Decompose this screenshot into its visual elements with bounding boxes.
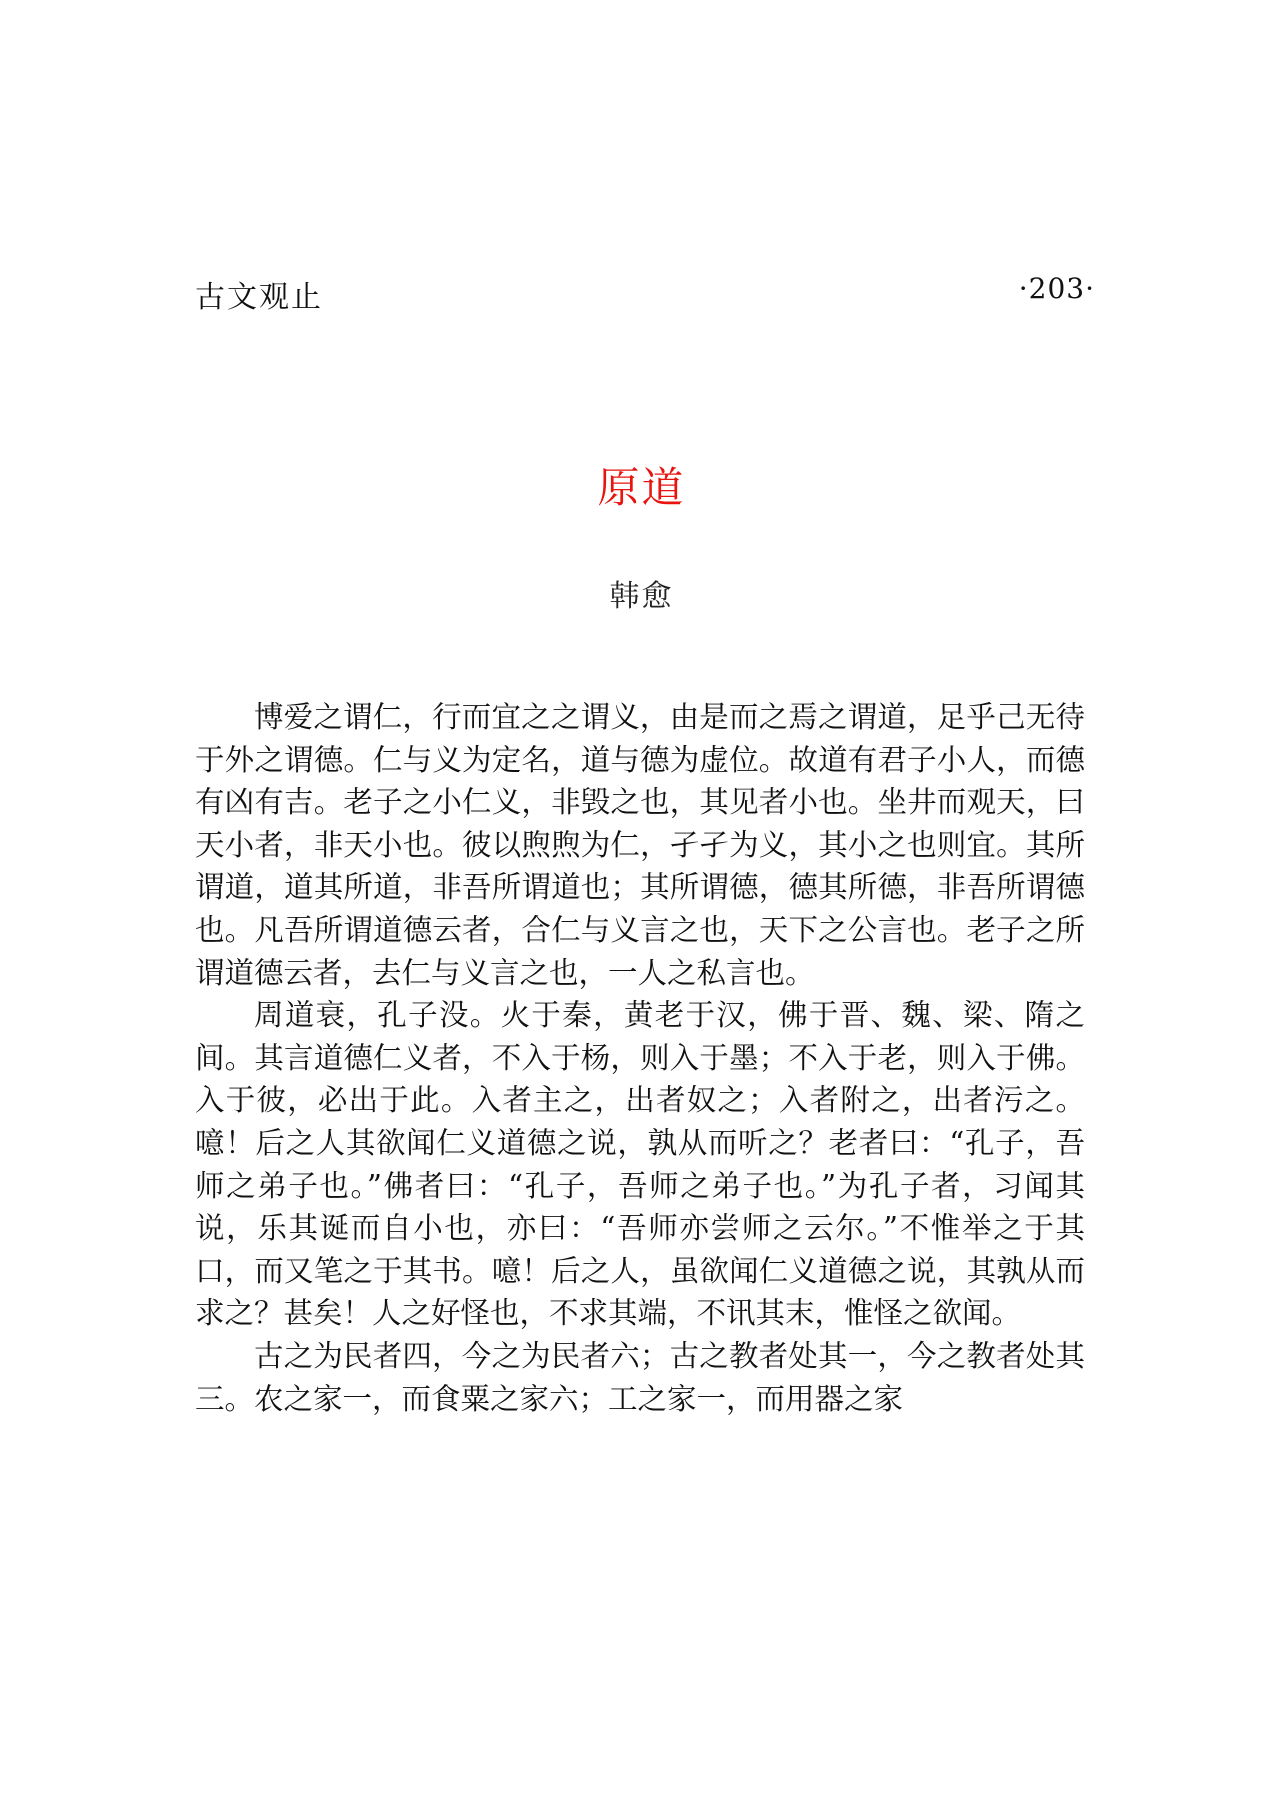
paragraph: 古之为民者四，今之为民者六；古之教者处其一，今之教者处其三。农之家一，而食粟之家六；工之家一，而用器之家 [195,1338,1085,1416]
paragraph: 周道衰，孔子没。火于秦，黄老于汉，佛于晋、魏、梁、隋之间。其言道德仁义者，不入于杨，则入于墨；不入于老，则入于佛。入于彼，必出于此。入者主之，出者奴之；入者附之，出者污之。噫！后之人其欲闻仁义道德之说，孰从而听之？老者曰：“孔子，吾师之弟子也。”佛者曰：“孔子，吾师之弟子也。”为孔子者，习闻其说，乐其诞而自小也，亦曰：“吾师亦尝师之云尔。”不惟举之于其口，而又笔之于其书。噫！后之人，虽欲闻仁义道德之说，其孰从而求之？甚矣！人之好怪也，不求其端，不讯其末，惟怪之欲闻。 [195,998,1085,1331]
page-number: ·203· [1018,272,1095,305]
paragraph: 博爱之谓仁，行而宜之之谓义，由是而之焉之谓道，足乎己无待于外之谓德。仁与义为定名，道与德为虚位。故道有君子小人，而德有凶有吉。老子之小仁义，非毁之也，其见者小也。坐井而观天，曰天小者，非天小也。彼以煦煦为仁，孑孑为义，其小之也则宜。其所谓道，道其所道，非吾所谓道也；其所谓德，德其所德，非吾所谓德也。凡吾所谓道德云者，合仁与义言之也，天下之公言也。老子之所谓道德云者，去仁与义言之也，一人之私言也。 [195,700,1085,990]
author-name: 韩愈 [609,579,674,614]
running-head [195,272,1095,315]
essay-title: 原道 [597,463,686,512]
book-title: 古文观止 [195,280,323,315]
essay-body [195,696,1085,1556]
